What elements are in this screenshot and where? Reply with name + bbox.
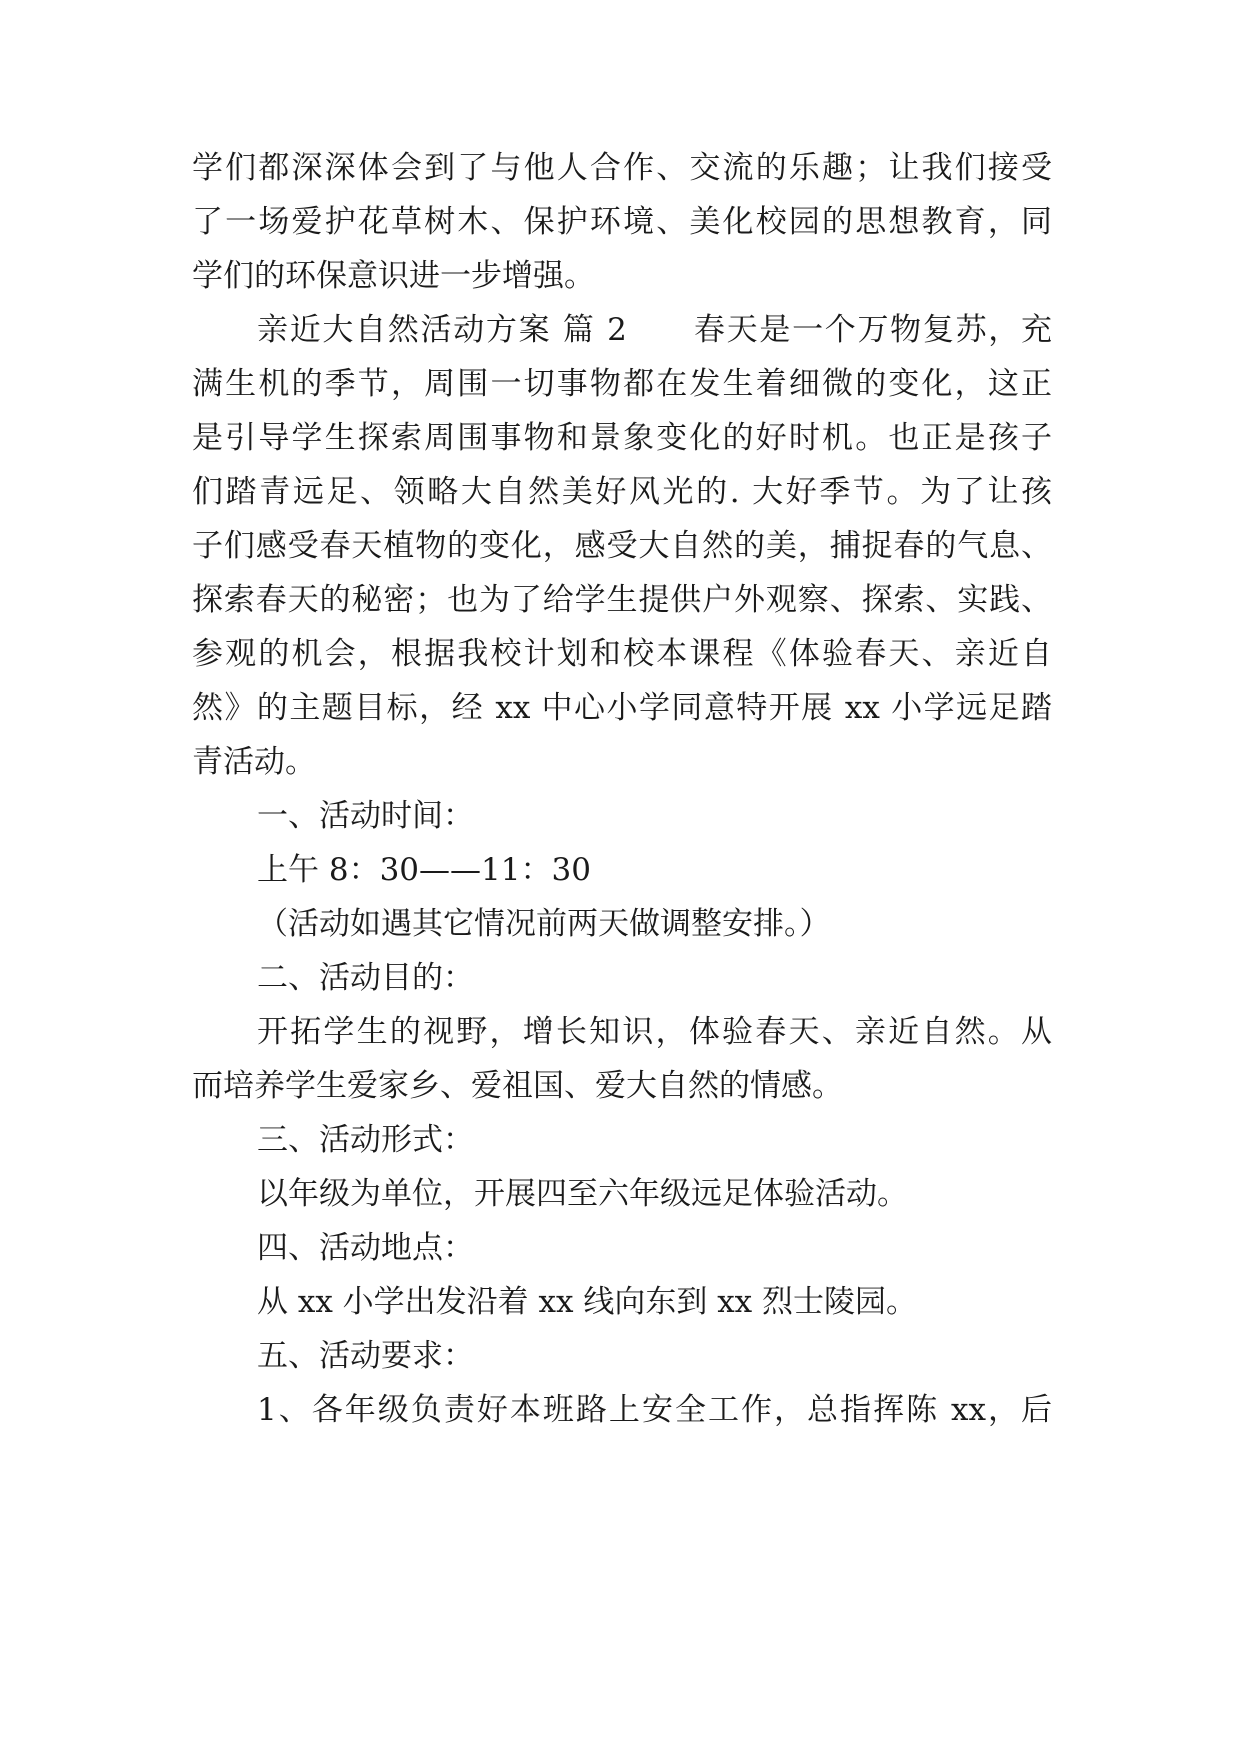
- text-line: 1、各年级负责好本班路上安全工作，总指挥陈 xx，后: [257, 1392, 1052, 1428]
- text-line: 学们都深深体会到了与他人合作、交流的乐趣；让我们接受: [192, 150, 1052, 186]
- text-line: （活动如遇其它情况前两天做调整安排。）: [257, 906, 831, 942]
- heading-activity-time: 一、活动时间：: [257, 798, 474, 834]
- heading-activity-requirements: 五、活动要求：: [257, 1338, 474, 1374]
- text-line: 然》的主题目标，经 xx 中心小学同意特开展 xx 小学远足踏: [192, 690, 1052, 726]
- text-line: 开拓学生的视野，增长知识，体验春天、亲近自然。从: [257, 1014, 1052, 1050]
- text-line: 以年级为单位，开展四至六年级远足体验活动。: [257, 1176, 908, 1212]
- text-line: 而培养学生爱家乡、爱祖国、爱大自然的情感。: [192, 1068, 843, 1104]
- text-line: 满生机的季节，周围一切事物都在发生着细微的变化，这正: [192, 366, 1052, 402]
- text-line: 子们感受春天植物的变化，感受大自然的美，捕捉春的气息、: [192, 528, 1052, 564]
- text-line: 上午 8：30——11：30: [257, 852, 591, 888]
- heading-activity-purpose: 二、活动目的：: [257, 960, 474, 996]
- text-line: 从 xx 小学出发沿着 xx 线向东到 xx 烈士陵园。: [257, 1284, 918, 1320]
- heading-activity-form: 三、活动形式：: [257, 1122, 474, 1158]
- text-line: 了一场爱护花草树木、保护环境、美化校园的思想教育，同: [192, 204, 1052, 240]
- text-line: 参观的机会，根据我校计划和校本课程《体验春天、亲近自: [192, 636, 1052, 672]
- section-heading-line: 亲近大自然活动方案 篇 2 春天是一个万物复苏，充: [257, 312, 1052, 348]
- text-line: 探索春天的秘密；也为了给学生提供户外观察、探索、实践、: [192, 582, 1052, 618]
- text-line: 青活动。: [192, 744, 316, 780]
- text-line: 学们的环保意识进一步增强。: [192, 258, 595, 294]
- heading-activity-location: 四、活动地点：: [257, 1230, 474, 1266]
- text-line: 是引导学生探索周围事物和景象变化的好时机。也正是孩子: [192, 420, 1052, 456]
- text-line: 们踏青远足、领略大自然美好风光的. 大好季节。为了让孩: [192, 474, 1052, 510]
